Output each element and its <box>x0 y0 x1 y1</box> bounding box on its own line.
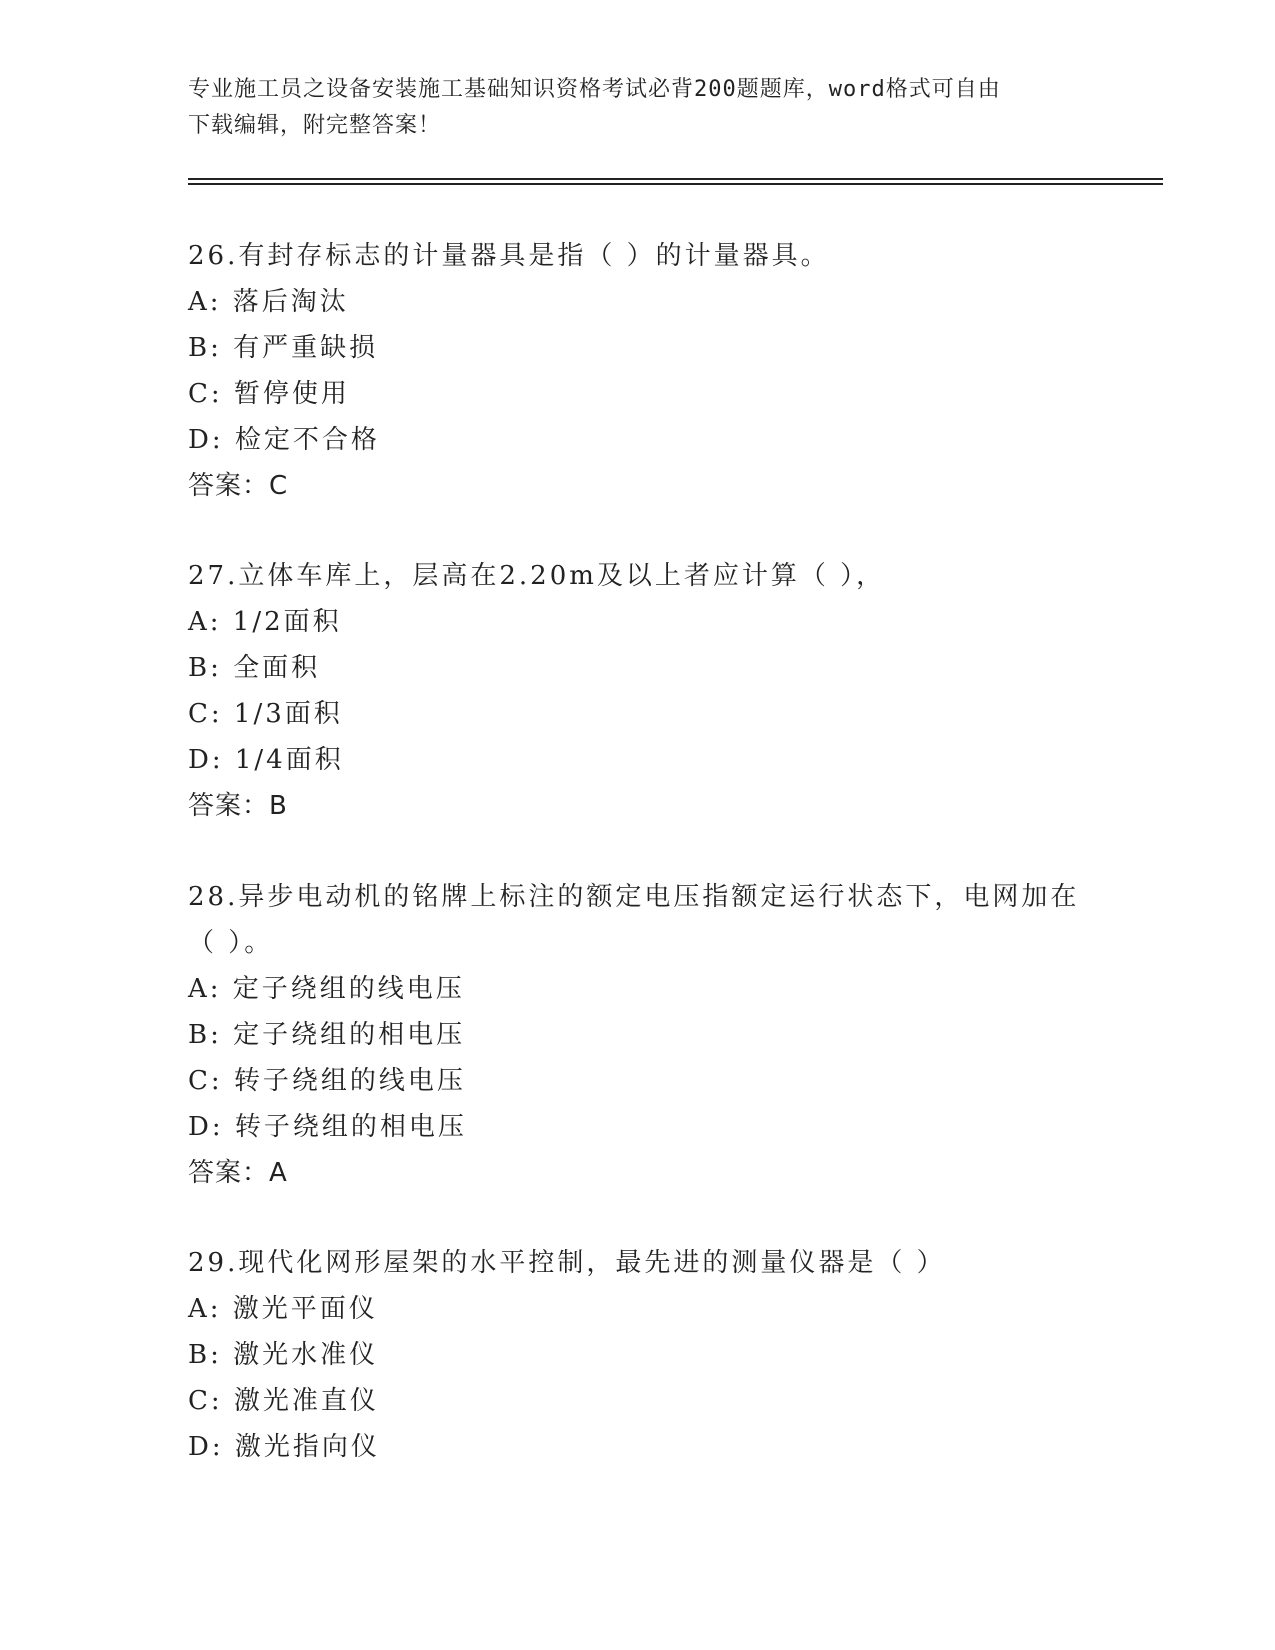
option-a: A: 落后淘汰 <box>188 287 349 317</box>
option-c: C: 转子绕组的线电压 <box>188 1066 466 1096</box>
option-b: B: 全面积 <box>188 653 321 683</box>
answer-line: 答案：B <box>188 791 288 821</box>
question-stem: 27.立体车库上，层高在2.20m及以上者应计算（ ）， <box>188 561 886 591</box>
question-26 <box>188 233 1088 509</box>
question-28 <box>188 874 1088 1196</box>
option-b: B: 激光水准仪 <box>188 1340 379 1370</box>
option-a: A: 1/2面积 <box>188 607 342 637</box>
answer-line: 答案：C <box>188 471 289 501</box>
question-stem: 28.异步电动机的铭牌上标注的额定电压指额定运行状态下，电网加在 <box>188 882 1080 912</box>
header-divider-bottom <box>188 183 1163 185</box>
document-header <box>188 72 1088 144</box>
option-a: A: 定子绕组的线电压 <box>188 974 465 1004</box>
option-c: C: 1/3面积 <box>188 699 343 729</box>
header-line-2: 下载编辑，附完整答案！ <box>188 113 442 138</box>
option-d: D: 转子绕组的相电压 <box>188 1112 467 1142</box>
option-d: D: 1/4面积 <box>188 745 344 775</box>
question-stem: 29.现代化网形屋架的水平控制，最先进的测量仪器是（ ） <box>188 1248 946 1278</box>
option-c: C: 激光准直仪 <box>188 1386 379 1416</box>
question-stem: 26.有封存标志的计量器具是指（ ）的计量器具。 <box>188 241 830 271</box>
question-29 <box>188 1240 1088 1470</box>
header-line-1: 专业施工员之设备安装施工基础知识资格考试必背200题题库，word格式可自由 <box>188 77 1001 102</box>
answer-line: 答案：A <box>188 1158 288 1188</box>
header-divider-top <box>188 178 1163 180</box>
option-a: A: 激光平面仪 <box>188 1294 378 1324</box>
option-d: D: 检定不合格 <box>188 425 380 455</box>
question-27 <box>188 553 1088 829</box>
question-stem-continuation: （ ）。 <box>188 928 274 958</box>
option-b: B: 定子绕组的相电压 <box>188 1020 466 1050</box>
option-b: B: 有严重缺损 <box>188 333 379 363</box>
option-d: D: 激光指向仪 <box>188 1432 380 1462</box>
option-c: C: 暂停使用 <box>188 379 350 409</box>
